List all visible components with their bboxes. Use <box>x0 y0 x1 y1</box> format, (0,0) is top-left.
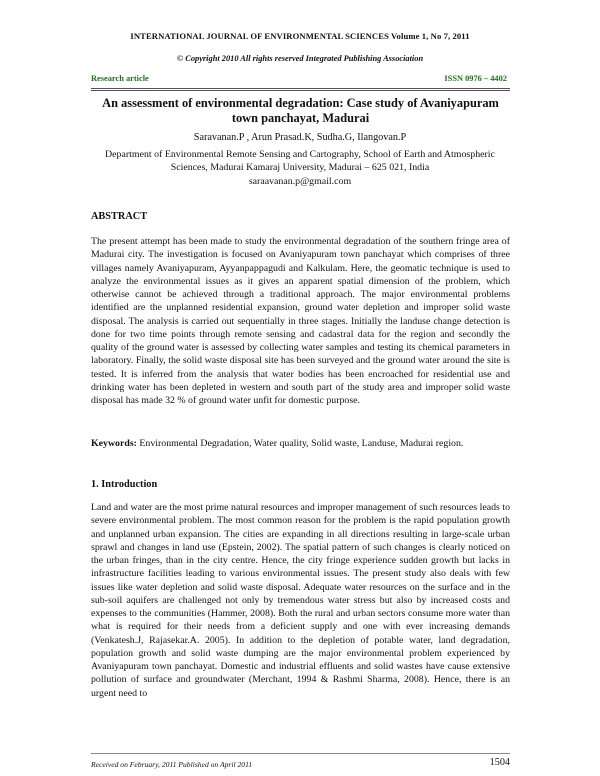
page-number: 1504 <box>489 757 510 768</box>
author-email: saraavanan.p@gmail.com <box>248 175 352 187</box>
abstract-text: The present attempt has been made to study the environmental degradation of the southern fringe area of Madurai city. The investigation is focused on Avaniyapuram town panchayat which comprises of three villages namely Avaniyapuram, Ayyanpappagudi and Kalkulam. Here, the geomatic technique is used to analyze the environmental issues as it gives an apparent spatial dimension of the problem, which otherwise cannot be achieved through a traditional approach. The major environmental problems identified are the unplanned residential expansion, ground water depletion and improper solid waste disposal. The analysis is carried out sequentially in three stages. Initially the landuse change detection is done for two time points through remote sensing and cadastral data for the region and secondly the quality of the ground water is assessed by collecting water samples and testing its chemical parameters in laboratory. Finally, the solid waste disposal site has been surveyed and the ground water around the site is tested. It is inferred from the analysis that water bodies has been encroached for residential use and drinking water has been depleted in western and south part of the study area and improper solid waste disposal has made 32 % of ground water unfit for domestic purpose. <box>91 236 510 406</box>
article-type: Research article <box>91 74 149 83</box>
issn: ISSN 0976 – 4402 <box>444 74 507 83</box>
paper-title: An assessment of environmental degradation: Case study of Avaniyapuram town panchayat, Madurai <box>102 96 499 125</box>
received-note: Received on February, 2011 Published on April 2011 <box>91 760 253 769</box>
author-list: Saravanan.P , Arun Prasad.K, Sudha.G, Ilangovan.P <box>193 132 407 143</box>
affiliation: Department of Environmental Remote Sensing and Cartography, School of Earth and Atmospheric Sciences, Madurai Kamaraj University, Madurai – 625 021, India <box>105 149 495 174</box>
abstract-heading: ABSTRACT <box>91 211 148 222</box>
keywords <box>91 437 510 450</box>
footer-rule <box>91 753 510 754</box>
keywords-text: Environmental Degradation, Water quality, Solid waste, Landuse, Madurai region. <box>136 438 464 449</box>
journal-header: INTERNATIONAL JOURNAL OF ENVIRONMENTAL SCIENCES Volume 1, No 7, 2011 <box>130 31 470 41</box>
introduction-text: Land and water are the most prime natural resources and improper management of such resources leads to severe environmental problem. The most common reason for the problem is the rapid population growth and unplanned urban expansion. The cities are expanding in all directions resulting in large-scale urban sprawl and changes in land use (Epstein, 2002). The spatial pattern of such changes is clearly noticed on the urban fringes, than in the city centre. Hence, the city fringe experience sudden growth but lacks in infrastructure facilities leading to various environmental issues. The present study also deals with few issues like water depletion and solid waste disposal. Adequate water resources on the surface and in the sub-soil aquifers are challenged not only by tremendous water stress but also by increased costs and expenses to the communities (Hammer, 2008). Both the rural and urban sectors consume more water than what is required for their needs from a deficient supply and one with ever increasing demands (Venkatesh.J, Rajasekar.A. 2005). In addition to the depletion of potable water, land degradation, population growth and solid waste dumping are the major environmental problem experienced by Avaniyapuram town panchayat. Domestic and industrial effluents and solid wastes have cause extensive pollution of surface and groundwater (Merchant, 1994 & Rashmi Sharma, 2008). Hence, there is an urgent need to <box>91 502 510 699</box>
affiliation-block <box>100 148 500 188</box>
copyright-line: © Copyright 2010 All rights reserved Integrated Publishing Association <box>176 54 424 63</box>
keywords-label: Keywords: <box>91 438 137 449</box>
introduction-heading: 1. Introduction <box>91 479 158 490</box>
header-rule-secondary <box>91 90 510 91</box>
